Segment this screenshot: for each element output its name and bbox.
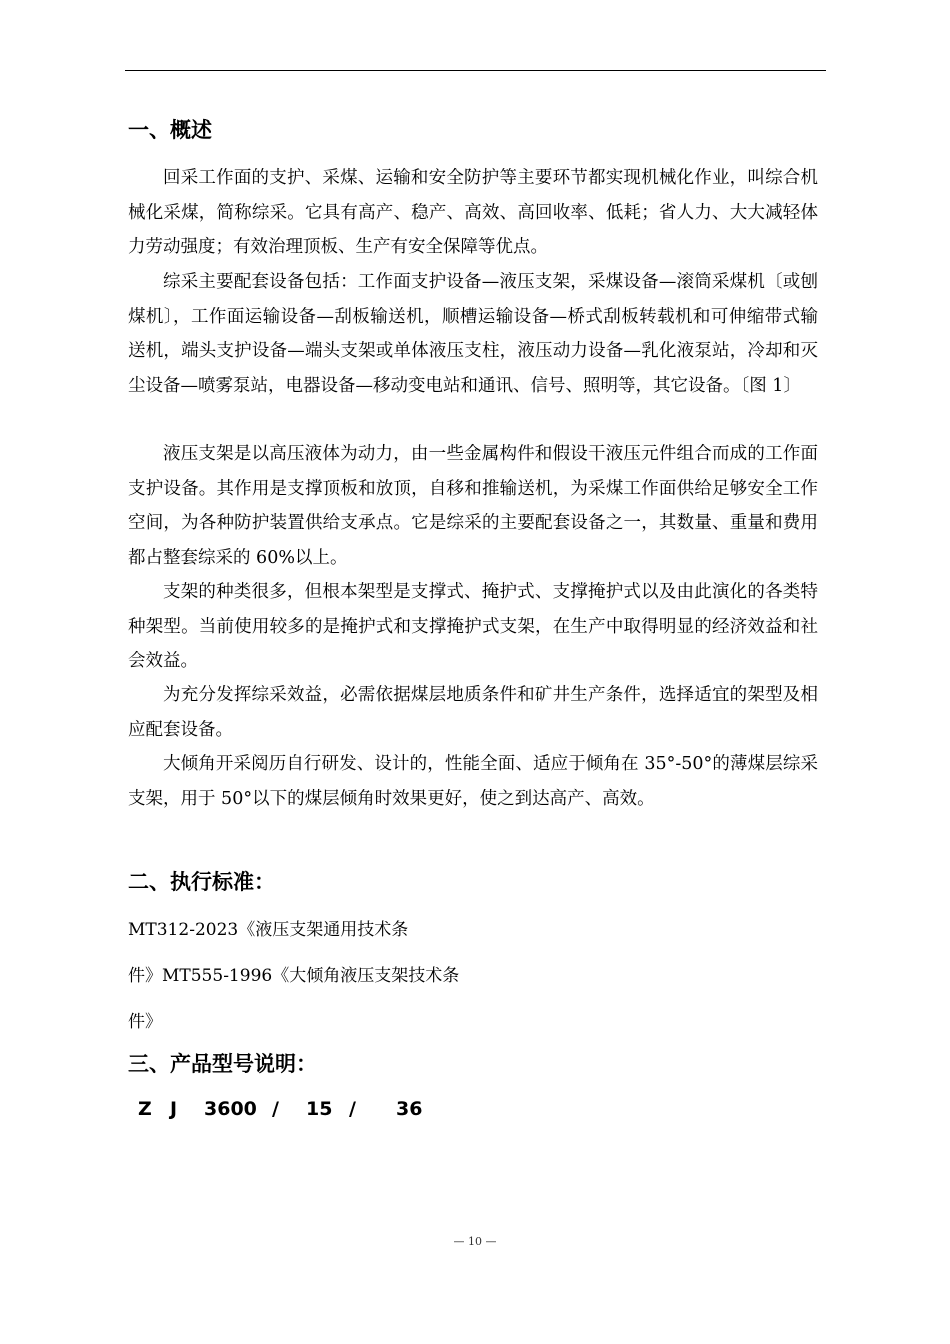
- paragraph-overview-3: 液压支架是以高压液体为动力，由一些金属构件和假设干液压元件组合而成的工作面支护设备。其作用是支撑顶板和放顶，自移和推输送机，为采煤工作面供给足够安全工作空间，为各种防护装置供给支承点。它是综采的主要配套设备之一，其数量、重量和费用都占整套综采的 60%以上。: [128, 444, 818, 568]
- section-heading-model: 三、产品型号说明：: [128, 1052, 317, 1076]
- standard-line-2: 件》MT555-1996《大倾角液压支架技术条: [128, 966, 460, 986]
- paragraph-overview-2: 综采主要配套设备包括：工作面支护设备—液压支架，采煤设备—滚筒采煤机〔或刨煤机〕，工作面运输设备—刮板输送机，顺槽运输设备—桥式刮板转载机和可伸缩带式输送机，端头支护设备—端头支架或单体液压支柱，液压动力设备—乳化液泵站，冷却和灭尘设备—喷雾泵站，电器设备—移动变电站和通讯、信号、照明等，其它设备。〔图 1〕: [128, 272, 818, 396]
- paragraph-overview-5: 为充分发挥综采效益，必需依据煤层地质条件和矿井生产条件，选择适宜的架型及相应配套设备。: [128, 685, 818, 740]
- model-code-part: 15: [306, 1098, 333, 1120]
- header-rule: [125, 70, 826, 71]
- page-number: — 10 —: [453, 1235, 497, 1248]
- model-code-part: 3600: [204, 1098, 257, 1120]
- standard-line-3: 件》: [128, 1012, 162, 1032]
- model-code-part: /: [272, 1098, 279, 1120]
- model-code-part: Z: [138, 1098, 152, 1120]
- paragraph-overview-6: 大倾角开采阅历自行研发、设计的，性能全面、适应于倾角在 35°-50°的薄煤层综采支架，用于 50°以下的煤层倾角时效果更好，使之到达高产、高效。: [128, 754, 818, 809]
- model-code-part: /: [349, 1098, 356, 1120]
- standard-line-1: MT312-2023《液压支架通用技术条: [128, 920, 409, 940]
- paragraph-overview-4: 支架的种类很多，但根本架型是支撑式、掩护式、支撑掩护式以及由此演化的各类特种架型。当前使用较多的是掩护式和支撑掩护式支架，在生产中取得明显的经济效益和社会效益。: [128, 582, 818, 671]
- model-code-part: J: [170, 1098, 178, 1120]
- paragraph-overview-1: 回采工作面的支护、采煤、运输和安全防护等主要环节都实现机械化作业，叫综合机械化采煤，简称综采。它具有高产、稳产、高效、高回收率、低耗；省人力、大大减轻体力劳动强度；有效治理顶板、生产有安全保障等优点。: [128, 168, 818, 257]
- section-heading-overview: 一、概述: [128, 118, 212, 142]
- model-code-part: 36: [396, 1098, 423, 1120]
- section-heading-standards: 二、执行标准：: [128, 870, 275, 894]
